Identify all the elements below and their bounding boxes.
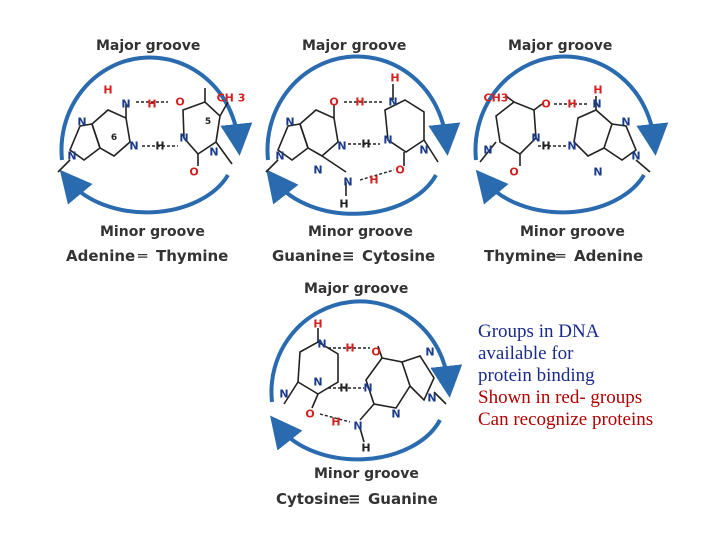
atom-n: N: [77, 115, 87, 129]
pair-label-left: Adenine: [66, 247, 136, 265]
major-groove-label: Major groove: [508, 38, 613, 54]
pair-label-right: Thymine: [156, 247, 229, 265]
atom-o: O: [371, 345, 381, 359]
atom-o: O: [395, 163, 405, 177]
atom-ch3: CH 3: [216, 91, 246, 105]
atom-h: H: [339, 197, 349, 211]
atom-h: H: [147, 97, 157, 111]
atom-o: O: [189, 165, 199, 179]
minor-groove-arrow: [276, 175, 436, 214]
pair-label-left: Guanine: [272, 247, 342, 265]
atom-n: N: [383, 133, 393, 147]
caption-line: protein binding: [478, 365, 595, 386]
atom-n: N: [275, 149, 285, 163]
panel-thymine-adenine: [475, 38, 654, 265]
atom-n: N: [621, 115, 631, 129]
atom-n: N: [67, 149, 77, 163]
atom-n: N: [209, 145, 219, 159]
atom-n: N: [337, 139, 347, 153]
bond-symbol: ≡: [348, 490, 361, 508]
atom-n: N: [343, 175, 353, 189]
atom-h: H: [155, 139, 165, 153]
atom-h: H: [390, 71, 400, 85]
minor-groove-label: Minor groove: [308, 224, 413, 240]
minor-groove-label: Minor groove: [100, 224, 205, 240]
atom-o: O: [305, 407, 315, 421]
atom-o: O: [541, 97, 551, 111]
atom-n: N: [483, 143, 493, 157]
minor-groove-arrow: [486, 175, 644, 212]
atom-h: H: [103, 83, 113, 97]
atom-h: H: [331, 415, 341, 429]
atom-o: O: [509, 165, 519, 179]
pair-label-left: Cytosine: [276, 490, 350, 508]
atom-n: N: [531, 131, 541, 145]
bond-symbol: ═: [556, 247, 566, 265]
atom-h: H: [313, 317, 323, 331]
atom-n: N: [313, 375, 323, 389]
atom-n: N: [419, 143, 429, 157]
guanine-ring: [366, 356, 437, 408]
minor-groove-arrow: [70, 175, 228, 212]
caption-line: Can recognize proteins: [478, 409, 654, 430]
atom-n: N: [593, 165, 603, 179]
major-groove-label: Major groove: [96, 38, 201, 54]
atom-h: H: [369, 173, 379, 187]
atom-n: N: [129, 139, 139, 153]
position-6-label: 6: [110, 133, 118, 143]
pair-label-right: Adenine: [574, 247, 644, 265]
atom-h: H: [593, 83, 603, 97]
atom-h: H: [361, 137, 371, 151]
minor-groove-label: Minor groove: [314, 466, 419, 482]
major-groove-label: Major groove: [304, 281, 409, 297]
bond-symbol: ≡: [342, 247, 355, 265]
atom-n: N: [121, 97, 131, 111]
atom-h: H: [361, 441, 371, 455]
atom-n: N: [353, 419, 363, 433]
atom-n: N: [313, 163, 323, 177]
atom-n: N: [631, 149, 641, 163]
position-5-label: 5: [204, 117, 212, 127]
pair-label-right: Cytosine: [362, 247, 436, 265]
major-groove-arrow: [271, 301, 448, 402]
atom-h: H: [541, 139, 551, 153]
thymine-ring: [496, 102, 536, 154]
caption-line: available for: [478, 343, 574, 364]
panel-adenine-thymine: [58, 38, 245, 265]
atom-n: N: [285, 115, 295, 129]
caption-line: Groups in DNA: [478, 321, 600, 342]
pair-label-left: Thymine: [484, 247, 557, 265]
minor-groove-label: Minor groove: [520, 224, 625, 240]
atom-n: N: [391, 407, 401, 421]
atom-n: N: [179, 131, 189, 145]
atom-n: N: [279, 387, 289, 401]
atom-o: O: [329, 95, 339, 109]
atom-o: O: [175, 95, 185, 109]
atom-n: N: [317, 337, 327, 351]
atom-n: N: [425, 345, 435, 359]
atom-n: N: [567, 139, 577, 153]
caption-line: Shown in red- groups: [478, 387, 643, 408]
major-groove-label: Major groove: [302, 38, 407, 54]
atom-n: N: [592, 97, 602, 111]
panel-guanine-cytosine: [266, 38, 446, 265]
atom-h: H: [345, 341, 355, 355]
bond-symbol: ═: [138, 247, 148, 265]
atom-h: H: [355, 95, 365, 109]
atom-n: N: [427, 391, 437, 405]
major-groove-arrow: [475, 56, 654, 160]
atom-h: H: [567, 97, 577, 111]
atom-h: H: [339, 381, 349, 395]
atom-ch3: CH3: [483, 91, 509, 105]
panel-cytosine-guanine: [271, 281, 448, 508]
atom-n: N: [363, 381, 373, 395]
pair-label-right: Guanine: [368, 490, 438, 508]
atom-n: N: [388, 95, 398, 109]
caption-text: [478, 321, 653, 431]
